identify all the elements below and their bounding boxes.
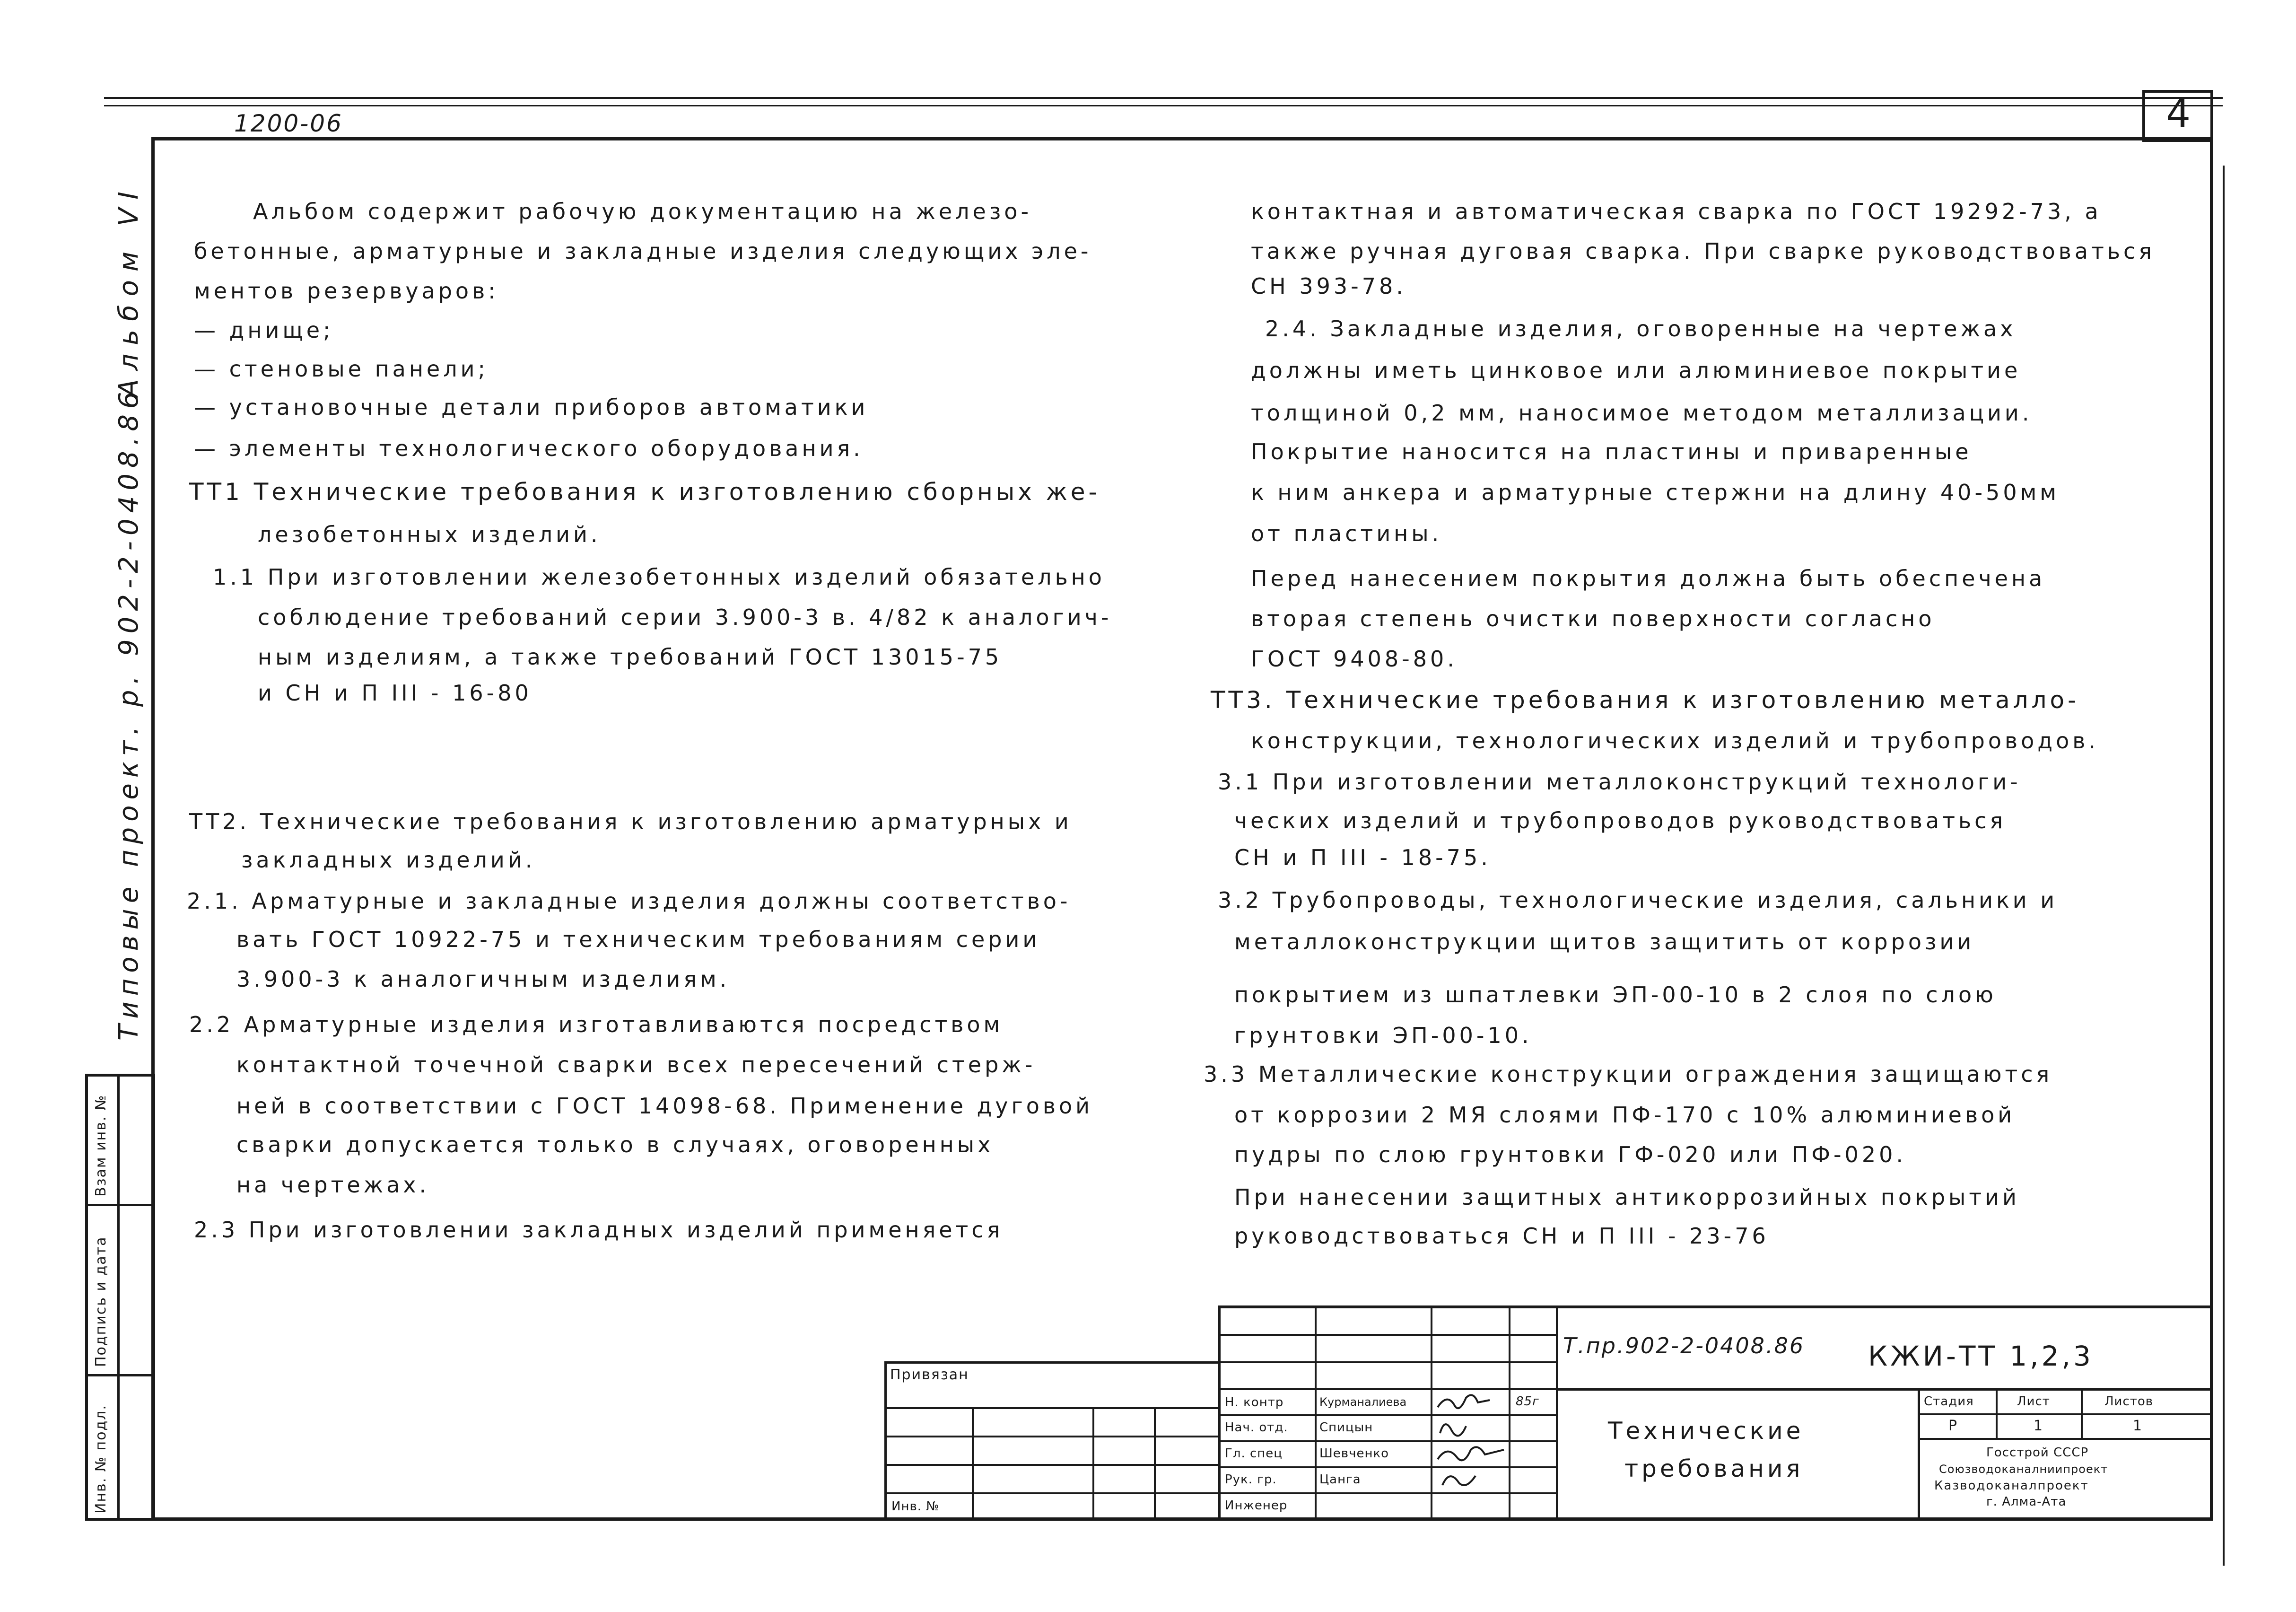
- privyazan-row-3: [884, 1464, 1220, 1466]
- left-line-24: 2.3 При изготовлении закладных изделий применяется: [194, 1217, 1004, 1243]
- side-stamp-hline-1: [85, 1204, 155, 1206]
- privyazan-left: [884, 1361, 887, 1521]
- privyazan-label: Привязан: [890, 1367, 969, 1383]
- left-line-18: 3.900-3 к аналогичным изделиям.: [236, 966, 730, 992]
- sheets-value: 1: [2133, 1418, 2143, 1434]
- right-line-23: от коррозии 2 МЯ слоями ПФ-170 с 10% алюминиевой: [1234, 1102, 2016, 1128]
- sheet-label: Лист: [2017, 1394, 2050, 1409]
- privyazan-col-3: [1154, 1407, 1156, 1521]
- left-line-22: сварки допускается только в случаях, оговоренных: [236, 1132, 994, 1157]
- right-line-5: должны иметь цинковое или алюминиевое покрытие: [1251, 358, 2021, 383]
- sig-row-1: [1218, 1334, 1556, 1336]
- stage-row-1: [1918, 1413, 2213, 1415]
- right-line-17: СН и П III - 18-75.: [1234, 845, 1491, 870]
- right-line-26: руководствоваться СН и П III - 23-76: [1234, 1223, 1769, 1249]
- right-line-8: к ним анкера и арматурные стержни на длину 40-50мм: [1251, 480, 2060, 505]
- title-block-top: [1218, 1305, 2213, 1308]
- name-4: Цанга: [1319, 1472, 1361, 1487]
- right-line-24: пудры по слою грунтовки ГФ-020 или ПФ-020.: [1234, 1142, 1906, 1167]
- stage-left: [1918, 1388, 1920, 1521]
- left-line-12: ным изделиям, а также требований ГОСТ 13015-75: [258, 644, 1003, 670]
- name-2: Спицын: [1319, 1420, 1373, 1435]
- sheet-number: 4: [2166, 91, 2191, 136]
- role-4: Рук. гр.: [1225, 1472, 1277, 1487]
- stage-label: Стадия: [1924, 1394, 1974, 1409]
- right-line-10: Перед нанесением покрытия должна быть обеспечена: [1251, 566, 2046, 591]
- sig-row-7: [1218, 1492, 1556, 1494]
- left-line-13: и СН и П III - 16-80: [258, 680, 532, 706]
- privyazan-row-2: [884, 1436, 1220, 1437]
- right-line-12: ГОСТ 9408-80.: [1251, 646, 1458, 672]
- right-line-6: толщиной 0,2 мм, наносимое методом металлизации.: [1251, 400, 2033, 426]
- right-line-15: 3.1 При изготовлении металлоконструкций технологи-: [1218, 769, 2021, 795]
- signature-2: [1440, 1424, 1466, 1436]
- title-midline: [1556, 1388, 2213, 1391]
- org-line-2: Союзводоканалниипроект: [1939, 1463, 2108, 1476]
- privyazan-row-4: [884, 1492, 1220, 1494]
- left-line-2: бетонные, арматурные и закладные изделия следующих эле-: [194, 238, 1092, 264]
- right-line-7: Покрытие наносится на пластины и приваренные: [1251, 439, 1972, 464]
- sig-col-1: [1315, 1305, 1317, 1521]
- org-line-1: Госстрой СССР: [1986, 1446, 2089, 1460]
- left-line-1: Альбом содержит рабочую документацию на железо-: [253, 199, 1032, 224]
- signature-3: [1438, 1447, 1504, 1460]
- privyazan-top: [884, 1361, 1220, 1364]
- sig-col-3: [1509, 1305, 1510, 1521]
- right-line-3: СН 393-78.: [1251, 273, 1406, 299]
- right-line-19: металлоконструкции щитов защитить от коррозии: [1234, 929, 1975, 955]
- side-stamp-hline-2: [85, 1374, 155, 1376]
- org-line-4: г. Алма-Ата: [1986, 1495, 2067, 1509]
- right-line-2: также ручная дуговая сварка. При сварке руководствоваться: [1251, 238, 2155, 264]
- inv-label: Инв. №: [891, 1499, 940, 1514]
- right-line-22: 3.3 Металлические конструкции ограждения защищаются: [1204, 1061, 2053, 1087]
- signature-4: [1442, 1476, 1475, 1485]
- side-cell-inventory: Инв. № подл.: [93, 1404, 109, 1514]
- privyazan-row-1: [884, 1407, 1220, 1409]
- stage-col-1: [1996, 1388, 1998, 1439]
- role-5: Инженер: [1225, 1498, 1288, 1513]
- org-line-3: Казводоканалпроект: [1934, 1479, 2089, 1493]
- left-line-4: — днище;: [194, 317, 334, 343]
- left-line-3: ментов резервуаров:: [194, 278, 499, 304]
- left-line-15: закладных изделий.: [241, 847, 536, 873]
- doc-code: Т.пр.902-2-0408.86: [1563, 1333, 1805, 1358]
- sig-col-2: [1431, 1305, 1432, 1521]
- sign-date: 85г: [1516, 1394, 1539, 1409]
- left-line-11: соблюдение требований серии 3.900-3 в. 4/82 к аналогич-: [258, 604, 1112, 630]
- left-line-14: ТТ2. Технические требования к изготовлению арматурных и: [189, 809, 1072, 834]
- right-line-4: 2.4. Закладные изделия, оговоренные на чертежах: [1265, 316, 2017, 342]
- side-cell-replace: Взам инв. №: [93, 1094, 109, 1197]
- signature-marks: [1433, 1388, 1509, 1492]
- sig-row-2: [1218, 1361, 1556, 1363]
- role-3: Гл. спец: [1225, 1446, 1283, 1461]
- left-line-17: вать ГОСТ 10922-75 и техническим требованиям серии: [236, 927, 1040, 952]
- left-line-16: 2.1. Арматурные и закладные изделия должны соответство-: [187, 888, 1071, 914]
- right-line-14: конструкции, технологических изделий и трубопроводов.: [1251, 728, 2099, 753]
- left-line-21: ней в соответствии с ГОСТ 14098-68. Применение дуговой: [236, 1093, 1093, 1119]
- right-line-16: ческих изделий и трубопроводов руководствоваться: [1234, 808, 2007, 833]
- left-line-10: 1.1 При изготовлении железобетонных изделий обязательно: [213, 564, 1105, 590]
- side-stamp-vline: [117, 1074, 120, 1521]
- left-line-6: — установочные детали приборов автоматики: [194, 394, 869, 420]
- role-2: Нач. отд.: [1225, 1420, 1288, 1435]
- header-code: 1200-06: [234, 110, 343, 137]
- signature-1: [1438, 1395, 1490, 1408]
- right-line-21: грунтовки ЭП-00-10.: [1234, 1023, 1532, 1048]
- name-1: Курманалиева: [1319, 1395, 1407, 1409]
- album-label: Альбом VI: [113, 183, 144, 397]
- privyazan-col-1: [972, 1407, 974, 1521]
- left-line-7: — элементы технологического оборудования.: [194, 436, 864, 461]
- left-line-20: контактной точечной сварки всех пересечений стерж-: [236, 1052, 1036, 1078]
- left-line-5: — стеновые панели;: [194, 356, 489, 382]
- right-line-18: 3.2 Трубопроводы, технологические изделия, сальники и: [1218, 887, 2058, 913]
- top-header-line-2: [104, 105, 2223, 106]
- left-line-19: 2.2 Арматурные изделия изготавливаются посредством: [189, 1012, 1004, 1037]
- project-label: Типовые проект. р. 902-2-0408.86: [113, 386, 144, 1041]
- name-3: Шевченко: [1319, 1446, 1389, 1461]
- doc-mark: КЖИ-ТТ 1,2,3: [1868, 1340, 2094, 1372]
- title-line-2: требования: [1624, 1455, 1804, 1482]
- left-line-23: на чертежах.: [236, 1172, 430, 1198]
- privyazan-col-2: [1092, 1407, 1094, 1521]
- top-header-line: [104, 97, 2223, 99]
- right-line-20: покрытием из шпатлевки ЭП-00-10 в 2 слоя по слою: [1234, 982, 1997, 1008]
- right-line-25: При нанесении защитных антикоррозийных покрытий: [1234, 1184, 2020, 1210]
- stage-col-2: [2081, 1388, 2083, 1439]
- right-line-11: вторая степень очистки поверхности согласно: [1251, 606, 1935, 631]
- left-line-9: лезобетонных изделий.: [258, 522, 601, 547]
- right-line-1: контактная и автоматическая сварка по ГОСТ 19292-73, а: [1251, 199, 2102, 224]
- right-line-9: от пластины.: [1251, 521, 1442, 546]
- role-1: Н. контр: [1225, 1395, 1284, 1410]
- title-block-left: [1218, 1305, 1221, 1521]
- right-line-13: ТТ3. Технические требования к изготовлению металло-: [1211, 686, 2080, 714]
- stage-row-2: [1918, 1438, 2213, 1440]
- sheets-label: Листов: [2104, 1394, 2154, 1409]
- left-line-8: ТТ1 Технические требования к изготовлению сборных же-: [189, 478, 1100, 506]
- title-line-1: Технические: [1608, 1417, 1804, 1445]
- side-cell-signature: Подпись и дата: [93, 1236, 109, 1367]
- sheet-value: 1: [2034, 1418, 2044, 1434]
- stage-value: Р: [1948, 1418, 1958, 1434]
- right-edge-line: [2223, 166, 2225, 1566]
- sig-col-4: [1556, 1305, 1558, 1521]
